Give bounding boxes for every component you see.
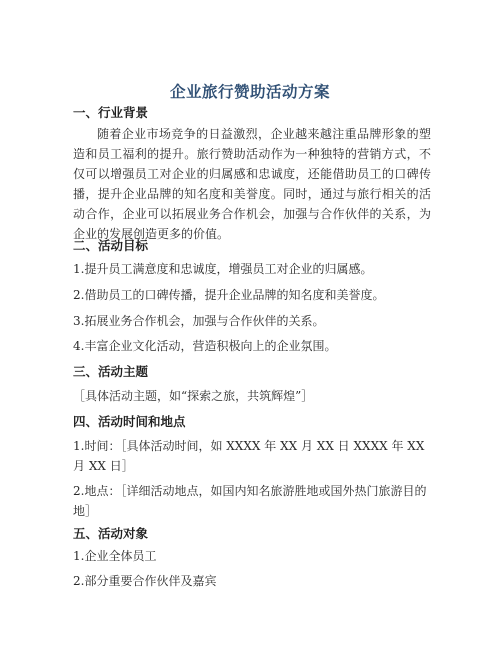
section-heading-time-and-place: 四、活动时间和地点 xyxy=(73,414,186,429)
section-heading-activity-goals: 二、活动目标 xyxy=(73,238,149,253)
goal-item: 2.借助员工的口碑传播，提升企业品牌的知名度和美誉度。 xyxy=(73,288,385,302)
audience-item: 2.部分重要合作伙伴及嘉宾 xyxy=(73,574,217,588)
audience-item: 1.企业全体员工 xyxy=(73,549,157,563)
time-item: 1.时间：［具体活动时间，如 XXXX 年 XX 月 XX 日 XXXX 年 XX 月 XX 日］ xyxy=(73,439,425,473)
place-item: 2.地点：［详细活动地点，如国内知名旅游胜地或国外热门旅游目的地］ xyxy=(73,484,427,518)
section-heading-activity-theme: 三、活动主题 xyxy=(73,364,149,379)
goal-item: 4.丰富企业文化活动，营造积极向上的企业氛围。 xyxy=(73,339,337,353)
goal-item: 1.提升员工满意度和忠诚度，增强员工对企业的归属感。 xyxy=(73,262,373,276)
document-title: 企业旅行赞助活动方案 xyxy=(169,83,330,101)
section-heading-industry-background: 一、行业背景 xyxy=(73,105,149,120)
section-heading-activity-audience: 五、活动对象 xyxy=(73,526,149,541)
theme-item: ［具体活动主题，如“探索之旅，共筑辉煌”］ xyxy=(73,389,314,403)
industry-background-paragraph: 随着企业市场竞争的日益激烈，企业越来越注重品牌形象的塑造和员工福利的提升。旅行赞助活动作为一种独特的营销方式，不仅可以增强员工对企业的归属感和忠诚度，还能借助员工的口碑传播，提升企业品牌的知名度和美誉度。同时，通过与旅行相关的活动合作，企业可以拓展业务合作机会，加强与合作伙伴的关系，为企业的发展创造更多的价值。 xyxy=(73,127,431,241)
goal-item: 3.拓展业务合作机会，加强与合作伙伴的关系。 xyxy=(73,314,325,328)
